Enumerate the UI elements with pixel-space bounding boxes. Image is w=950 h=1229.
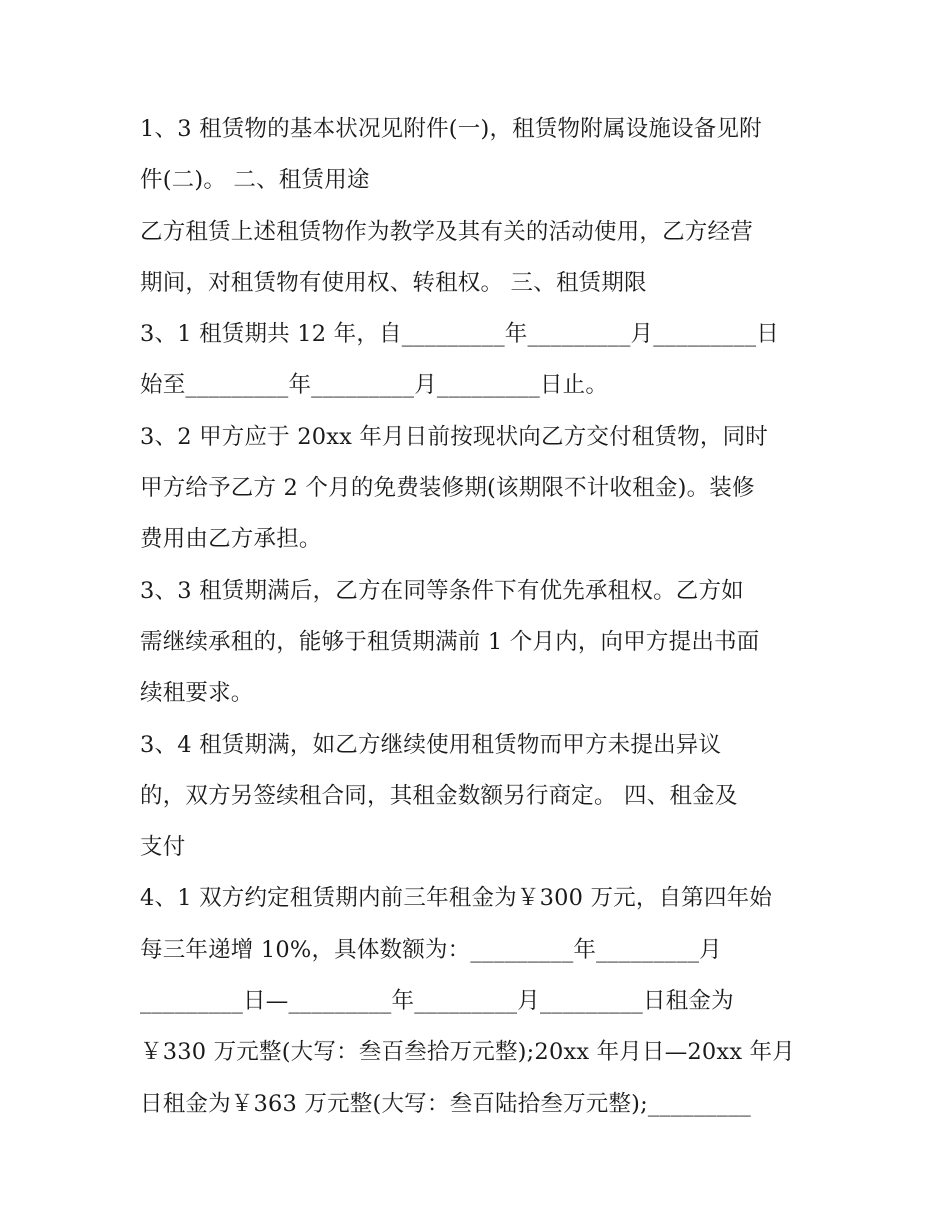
- text-line: 乙方租赁上述租赁物作为教学及其有关的活动使用，乙方经营: [140, 218, 753, 245]
- document-body: [140, 104, 820, 1130]
- text-line: 期间，对租赁物有使用权、转租权。 三、租赁期限: [140, 269, 647, 296]
- text-line: ￥330 万元整(大写：叁百叁拾万元整);20xx 年月日—20xx 年月: [140, 1039, 795, 1066]
- text-line: 续租要求。: [140, 680, 254, 707]
- text-line: 支付: [140, 834, 186, 861]
- text-line: 3、3 租赁期满后，乙方在同等条件下有优先承租权。乙方如: [140, 577, 744, 604]
- text-line: 3、1 租赁期共 12 年，自_________年_________月_________日: [140, 321, 779, 348]
- text-line: 3、2 甲方应于 20xx 年月日前按现状向乙方交付租赁物，同时: [140, 423, 768, 450]
- text-line: 费用由乙方承担。: [140, 526, 322, 553]
- text-line: 件(二)。 二、租赁用途: [140, 167, 370, 194]
- text-line: 日租金为￥363 万元整(大写：叁百陆拾叁万元整);_________: [140, 1090, 751, 1117]
- text-line: _________日—_________年_________月_________日租金为: [140, 988, 734, 1015]
- text-line: 每三年递增 10%，具体数额为：_________年_________月: [140, 936, 722, 963]
- text-line: 的，双方另签续租合同，其租金数额另行商定。 四、租金及: [140, 782, 738, 809]
- text-line: 始至_________年_________月_________日止。: [140, 372, 609, 399]
- text-line: 3、4 租赁期满，如乙方继续使用租赁物而甲方未提出异议: [140, 731, 722, 758]
- text-line: 4、1 双方约定租赁期内前三年租金为￥300 万元，自第四年始: [140, 885, 773, 912]
- text-line: 1、3 租赁物的基本状况见附件(一)，租赁物附属设施设备见附: [140, 116, 762, 142]
- text-line: 甲方给予乙方 2 个月的免费装修期(该期限不计收租金)。装修: [140, 475, 755, 502]
- text-line: 需继续承租的，能够于租赁期满前 1 个月内，向甲方提出书面: [140, 628, 760, 655]
